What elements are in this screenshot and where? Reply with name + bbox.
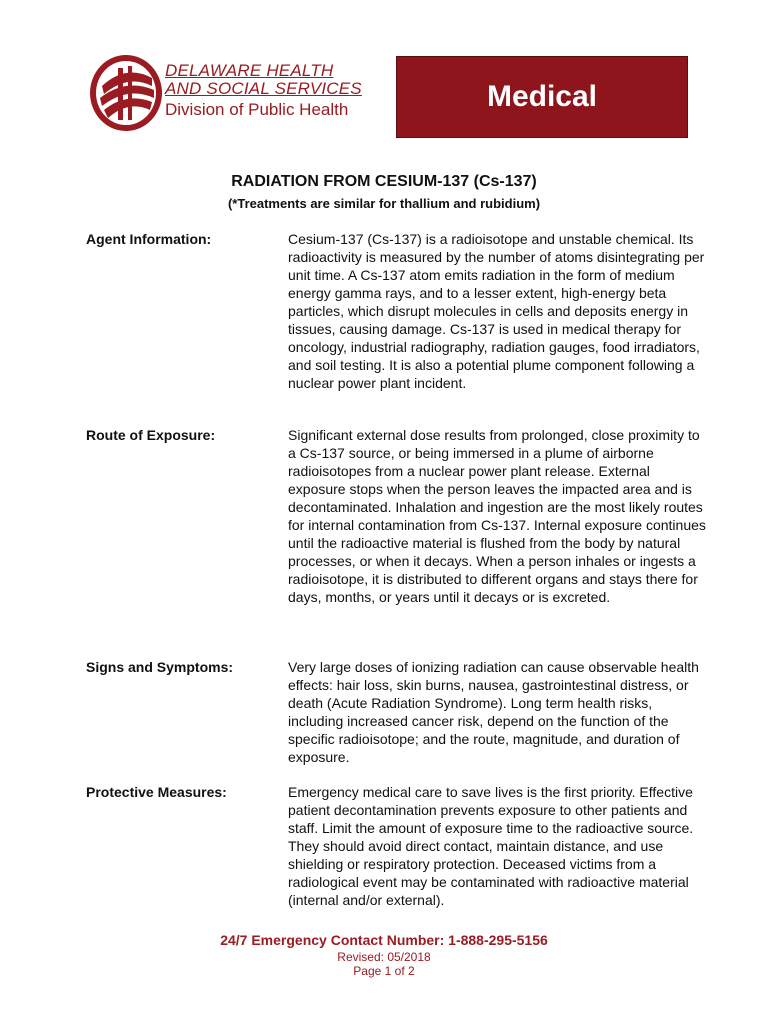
section-text: Cesium-137 (Cs-137) is a radioisotope and unstable chemical. Its radioactivity is measured by the number of atoms disintegrating per unit time. A Cs-137 atom emits radiation in the form of medium energy gamma rays, and to a lesser extent, high-energy beta particles, which disrupt molecules in cells and deposits energy in tissues, causing damage. Cs-137 is used in medical therapy for oncology, industrial radiography, radiation gauges, food irradiators, and soil testing. It is also a potential plume component following a nuclear power plant incident.	[288, 231, 705, 391]
document-title: RADIATION FROM CESIUM-137 (Cs-137)	[231, 173, 537, 190]
revision-date: Revised: 05/2018	[337, 950, 431, 964]
organization-name	[165, 62, 362, 120]
dhss-logo-icon	[88, 52, 166, 134]
section-label: Route of Exposure:	[86, 427, 216, 443]
section-label: Agent Information:	[86, 231, 212, 247]
emergency-contact: 24/7 Emergency Contact Number: 1-888-295-5156	[220, 932, 548, 948]
org-line-1: DELAWARE HEALTH	[165, 61, 334, 80]
section-text: Emergency medical care to save lives is the first priority. Effective patient decontamination prevents exposure to other patients and staff. Limit the amount of exposure time to the radioactive source. They should avoid direct contact, maintain distance, and use shielding or respiratory protection. Deceased victims from a radiological event may be contaminated with radioactive material (internal and/or external).	[288, 784, 694, 908]
section-text: Significant external dose results from prolonged, close proximity to a Cs-137 source, or being immersed in a plume of airborne radioisotopes from a nuclear power plant release. External exposure stops when the person leaves the impacted area and is decontaminated. Inhalation and ingestion are the most likely routes for internal contamination from Cs-137. Internal exposure continues until the radioactive material is flushed from the body by natural processes, or when it decays. When a person inhales or ingests a radioisotope, it is distributed to different organs and stays there for days, months, or years until it decays or is excreted.	[288, 427, 706, 605]
page-number: Page 1 of 2	[353, 964, 415, 978]
section-label: Signs and Symptoms:	[86, 659, 234, 675]
document-subtitle: (*Treatments are similar for thallium and rubidium)	[227, 196, 541, 211]
section-text: Very large doses of ionizing radiation can cause observable health effects: hair loss, skin burns, nausea, gastrointestinal distress, or death (Acute Radiation Syndrome). Long term health risks, including increased cancer risk, depend on the function of the specific radioisotope; and the route, magnitude, and duration of exposure.	[288, 659, 699, 765]
badge-label: Medical	[486, 80, 598, 113]
org-division: Division of Public Health	[165, 100, 349, 119]
page-header	[0, 0, 768, 150]
org-line-2: AND SOCIAL SERVICES	[165, 79, 362, 98]
section-label: Protective Measures:	[86, 784, 227, 800]
medical-badge	[396, 56, 688, 138]
